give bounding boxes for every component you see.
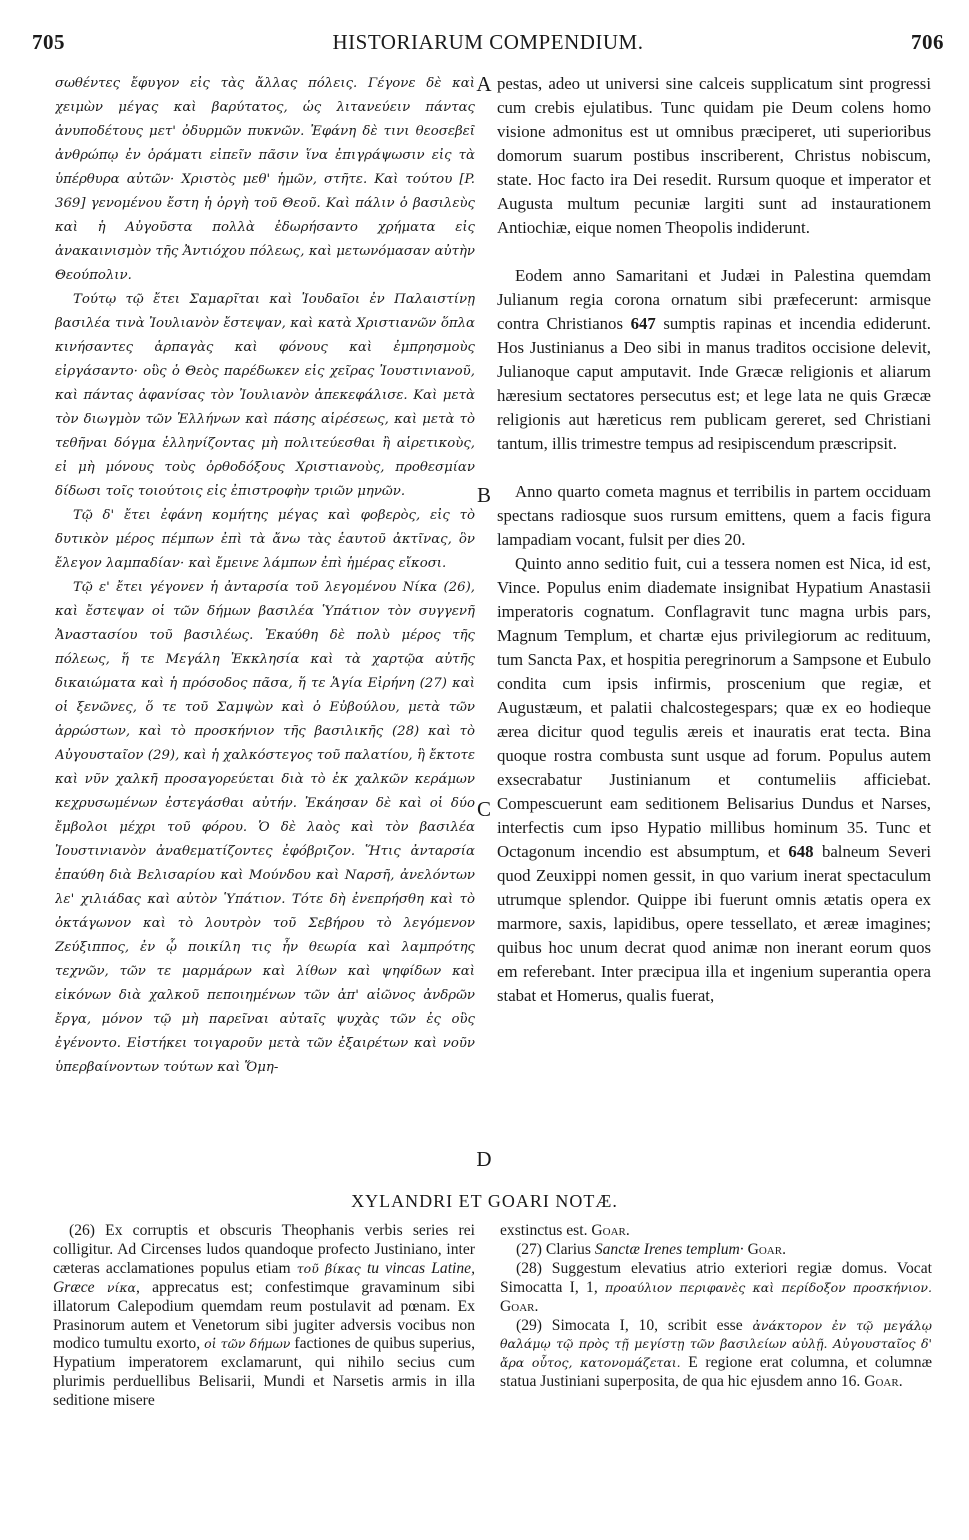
greek-paragraph-1: σωθέντες ἔφυγον εἰς τὰς ἄλλας πόλεις. Γέγονε δὲ καὶ χειμὼν μέγας καὶ βαρύτατος, ὡς λιτανεύειν πάντας ἀνυποδέτους μετ' ὀδυρμῶν πυκνῶν. Ἐφάνη δὲ τινι θεοσεβεῖ ἀνθρώπῳ ἐν ὁράματι εἰπεῖν πᾶσιν ἵνα ἐπιγράψωσιν εἰς τὰ ὑπέρθυρα αὐτῶν· Χριστὸς μεθ' ἡμῶν, στῆτε. Καὶ τούτου [P. 369] γενομένου ἔστη ἡ ὀργὴ τοῦ Θεοῦ. Καὶ πάλιν ὁ βασιλεὺς καὶ ἡ Αὐγοῦστα πολλὰ ἐδωρήσαντο χρήματα εἰς ἀνακαινισμὸν τῆς Ἀντιόχου πόλεως, καὶ μετωνόμασαν αὐτὴν Θεούπολιν. [55,76,475,283]
latin-paragraph-4 [497,552,931,1008]
latin-paragraph-3: Anno quarto cometa magnus et terribilis in partem occiduam spectans radiosque suos rursum emittens, quem a facis figura lampadiam vocant, fulsit per dies 20. [497,482,931,549]
note-26-text: (26) Ex corruptis et obscuris Theophanis verbis series rei colligitur. Ad Circenses ludos quandoque profecto Justiniano, inter cæteras acclamationes populus etiam [53,1222,475,1277]
old-page-number: 648 [788,842,814,861]
note-26-continued: exstinctus est. Goar. [500,1222,630,1239]
running-title: HISTORIARUM COMPENDIUM. [332,30,644,54]
old-page-number: 647 [630,314,656,333]
note-author: Goar [747,1240,783,1258]
notes-heading: XYLANDRI ET GOARI NOTÆ. [351,1191,618,1211]
latin-p4-text-a: Quinto anno seditio fuit, cui a tessera nomen est Nica, id est, Vince. Populus enim diademate insignibat Hypatium Anastasii imperatoris cognatum. Conflagravit tunc magna urbis pars, Magnum Templum, et chartæ ejus privilegiorum ac redituum, tum Sancta Pax, et hospitia peregrinorum a Sampsone et Eubulo condita cum ipsis infirmis, proscenium que regiæ, et Augustæum, et palatii chalcostegespars; quæ ex eo hodieque ærea dicitur quod tegulis æreis et inauratis erat tecta. Bina quoque rostra combusta sunt usque ad forum. Populus autem exsecrabatur Justinianum et contumeliis afficiebat. Compescuerunt eam seditionem Belisarius Dundus et Narses, interfectis cum ipso Hypatio millibus hominum 35. Tunc et Octagonum incendio est absumptum, et [497,554,931,861]
margin-marker-b: B [476,483,491,507]
note-26-text: tu vincas Latine, Græce [53,1259,475,1296]
latin-paragraph-1: pestas, adeo ut universi sine calceis supplicatum sint progressi cum crebis ejulatibus. Tunc quidam pie Deum colens homo visione admonitus est ut omnibus præciperet, uti superioribus domorum suarum postibus inscriberent, Christus nobiscum, state. Hoc facto ira Dei resedit. Rursum quoque et imperator et Augusta multum pecuniæ largiti sunt ad instaurationem Antiochiæ, eique nomen Theopolis indiderunt. [497,74,931,237]
latin-p2-text-a: Eodem anno Samaritani et Judæi in Palestina quemdam Julianum regia corona ornatum sibi præfecerunt: armisque contra Christianos [497,266,931,333]
greek-text-column [55,72,475,1180]
note-author: Goar [500,1297,535,1315]
note-29-text: (29) Simocata I, 10, scribit esse [516,1316,753,1334]
note-26-greek: νίκα [106,1279,136,1295]
note-26 [53,1222,475,1411]
margin-marker-d: D [476,1147,492,1171]
running-head [32,30,944,60]
note-28-text: (28) Suggestum elevatius atrio exteriori regiæ domus. Vocat Simocatta I, 1, [500,1259,932,1296]
greek-paragraph-2: Τούτῳ τῷ ἔτει Σαμαρῖται καὶ Ἰουδαῖοι ἐν Παλαιστίνῃ βασιλέα τινὰ Ἰουλιανὸν ἔστεψαν, καὶ κατὰ Χριστιανῶν ὅπλα κινήσαντες ἁρπαγὰς καὶ φόνους καὶ ἐμπρησμοὺς εἰργάσαντο· οὓς ὁ Θεὸς παρέδωκεν εἰς χεῖρας Ἰουστινιανοῦ, καὶ πάντας ἀφανίσας τὸν Ἰουλιανὸν ἀπεκεφάλισε. Καὶ μετὰ τὸν διωγμὸν τῶν Ἑλλήνων καὶ πάσης αἱρέσεως, καὶ μετὰ τὸ τεθῆναι δόγμα ἑλληνίζοντας μὴ πολιτεύεσθαι ἢ αἱρετικοὺς, εἰ μὴ μόνους τοὺς ὀρθοδόξους Χριστιανοὺς, προθεσμίαν δίδωσι τοῖς τοιούτοις εἰς ἐπιστροφὴν τριῶν μηνῶν. [55,292,475,499]
latin-text-column [497,72,931,1180]
note-28-greek: προαύλιον περιφανὲς καὶ περίδοξον προσκήνιον. [605,1279,932,1295]
margin-marker-a: A [476,72,492,96]
note-26-greek: οἱ τῶν δήμων [204,1336,291,1352]
note-26-cont-text: exstinctus est. [500,1222,592,1239]
note-28: (28) Suggestum elevatius atrio exteriori regiæ domus. Vocat Simocatta I, 1, προαύλιον περιφανὲς καὶ περίδοξον προσκήνιον. Goar. [500,1259,932,1315]
greek-paragraph-3: Τῷ δ' ἔτει ἐφάνη κομήτης μέγας καὶ φοβερὸς, εἰς τὸ δυτικὸν μέρος πέμπων ἐπὶ τὰ ἄνω τὰς ἑαυτοῦ ἀκτῖνας, ὃν ἔλεγον λαμπαδίαν· καὶ ἔμεινε λάμπων ἐπὶ ἡμέρας εἴκοσι. [55,508,475,571]
note-27-text: (27) Clarius [516,1240,595,1258]
right-page-number: 706 [911,30,944,54]
latin-paragraph-2 [497,264,931,456]
greek-paragraph-4: Τῷ ε' ἔτει γέγονεν ἡ ἀνταρσία τοῦ λεγομένου Νίκα (26), καὶ ἔστεψαν οἱ τῶν δήμων βασιλέα Ὑπάτιον τὸν συγγενῆ Ἀναστασίου τοῦ βασιλέως. Ἐκαύθη δὲ πολὺ μέρος τῆς πόλεως, ἥ τε Μεγάλη Ἐκκλησία καὶ τὰ χαρτῷα αὐτῆς δικαιώματα καὶ ἡ πρόσοδος πᾶσα, ἥ τε Ἁγία Εἰρήνη (27) καὶ οἱ ξενῶνες, ὅ τε τοῦ Σαμψὼν καὶ ὁ Εὐβούλου, μετὰ τῶν ἀρρώστων, καὶ τὸ προσκήνιον τῆς βασιλικῆς (28) καὶ τὸ Αὐγουσταῖον (29), καὶ ἡ χαλκόστεγος τοῦ παλατίου, ἣ ἔκτοτε καὶ νῦν χαλκῆ προσαγορεύεται διὰ τὸ ἐκ χαλκῶν κεράμων κεχρυσωμένων ἐστεγάσθαι αὐτήν. Ἐκάησαν δὲ καὶ οἱ δύο ἔμβολοι μέχρι τοῦ φόρου. Ὁ δὲ λαὸς καὶ τὸν βασιλέα Ἰουστινιανὸν ἀναθεματίζοντες ἐφόβριζον. Ἥτις ἀνταρσία ἐπαύθη διὰ Βελισαρίου καὶ Μούνδου καὶ Ναρσῆ, ἀνελόντων λε' χιλιάδας καὶ αὐτὸν Ὑπάτιον. Τότε δὴ ἐνεπρήσθη καὶ τὸ ὀκτάγωνον καὶ τὸ λουτρὸν τοῦ Σεβήρου τὸ λεγόμενον Ζεύξιππος, ἐν ᾧ ποικίλη τις ἦν θεωρία καὶ λαμπρότης τεχνῶν, τῶν τε μαρμάρων καὶ λίθων καὶ ψηφίδων καὶ εἰκόνων διὰ χαλκοῦ πεποιημένων τῶν ἀπ' αἰῶνος ἀνδρῶν ἔργα, μόνον τῷ μὴ παρεῖναι αὐταῖς ψυχὰς τῶν ἐς οὓς ἐγένοντο. Εἱστήκει τοιγαροῦν μετὰ τῶν ἐξαιρέτων καὶ νοῦν ὑπερβαίνοντων τούτων καὶ Ὅμη- [55,580,475,1075]
note-26-text: , apprecatus est; confestimque gravaminum sibi illatorum Calepodium quemdam reum postulavit ad pœnam. Ex Prasinorum autem et Venetorum sibi jugiter adversis vocibus non modico tumultu exorto, [53,1278,475,1353]
note-26-text: factiones de quibus superius, Hypatium imperatorem exclamarunt, qui nihilo secius cum plurimis perduellibus Belisarii, Mundi et Narsetis armis in illa seditione misere [53,1335,475,1410]
notes-column-left [53,1222,475,1522]
note-29-text: E regione erat columna, et columnæ statua Justiniani superposita, de qua hic ejusdem anno 16. [500,1354,932,1391]
notes-column-right [500,1222,932,1522]
note-27-italic: Sanctæ Irenes templum· [594,1240,744,1258]
note-29-greek: ἀνάκτορον ἐν τῷ μεγάλῳ θαλάμῳ τῷ πρὸς τῇ μεγίστῃ τῶν βασιλείων αὐλῇ. Αὐγουσταῖος δ' ἄρα οὗτος, κατονομάζεται. [500,1317,932,1371]
margin-marker-c: C [476,797,491,821]
latin-p4-text-b: balneum Severi quod Zeuxippi nomen gessit, in quo varium inerat spectaculum utrumque splendor. Quippe ibi fuerunt omnis ætatis opera ex marmore, saxis, lapidibus, opere tessellato, et æreæ imagines; quibus hoc unum decrat quod animæ non inerant eorum quos em referebant. Inter præcipua illa et ingenium superantia opera stabat et Homerus, qualis fuerat, [497,842,931,1005]
latin-p2-text-b: sumptis rapinas et incendia ediderunt. Hos Justinianus a Deo sibi in manus traditos occisione delevit, Julianoque caput amputavit. Inde Græcæ religionis et aliarum hæresium sectatores persecutus est; et lege lata ne quis Græcæ religionis aut hæreticus rem publicam gereret, sed Christiani tantum, illis trimestre tempus ad resipiscendum præscripsit. [497,314,931,453]
note-27: (27) Clarius Sanctæ Irenes templum· Goar. [516,1240,786,1258]
left-page-number: 705 [32,30,65,54]
note-26-greek: τοῦ βίκας [296,1260,361,1276]
note-29: (29) Simocata I, 10, scribit esse ἀνάκτορον ἐν τῷ μεγάλῳ θαλάμῳ τῷ πρὸς τῇ μεγίστῃ τῶν βασιλείων αὐλῇ. Αὐγουσταῖος δ' ἄρα οὗτος, κατονομάζεται. E regione erat columna, et columnæ statua Justiniani superposita, de qua hic ejusdem anno 16. Goar. [500,1316,932,1391]
note-author: Goar [864,1373,899,1391]
note-author: Goar [591,1222,626,1239]
